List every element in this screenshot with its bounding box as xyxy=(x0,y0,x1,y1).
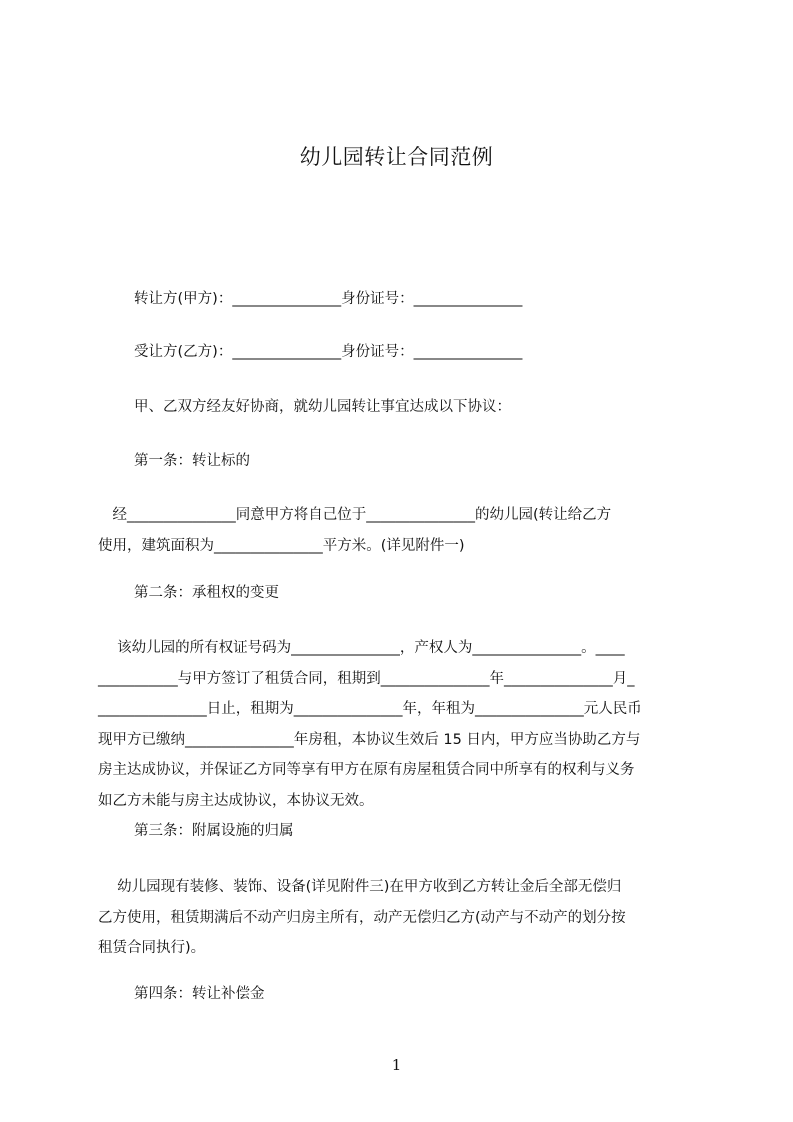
section2-heading: 第二条：承租权的变更 xyxy=(134,585,279,601)
section3-body xyxy=(98,872,702,964)
section2-line: 如乙方未能与房主达成协议，本协议无效。 xyxy=(98,792,374,809)
document-title: 幼儿园转让合同范例 xyxy=(299,145,494,169)
section2-line: 现甲方已缴纳_______________年房租，本协议生效后 15 日内，甲方应当协助乙方与 xyxy=(98,731,641,748)
section4-heading: 第四条：转让补偿金 xyxy=(134,986,265,1002)
section1-line: 经_______________同意甲方将自己位于_______________的幼儿园(转让给乙方 xyxy=(98,507,612,523)
section3-line: 租赁合同执行)。 xyxy=(98,940,206,956)
page-number: 1 xyxy=(391,1056,402,1074)
section3-line: 幼儿园现有装修、装饰、设备(详见附件三)在甲方收到乙方转让金后全部无偿归 xyxy=(98,879,622,895)
section3-line: 乙方使用，租赁期满后不动产归房主所有，动产无偿归乙方(动产与不动产的划分按 xyxy=(98,909,626,926)
section3-heading: 第三条：附属设施的归属 xyxy=(134,823,294,839)
section1-body xyxy=(98,500,702,561)
section1-line: 使用，建筑面积为_______________平方米。(详见附件一) xyxy=(98,537,465,554)
party-b-line: 受让方(乙方)：_______________身份证号：_______________ xyxy=(134,344,523,360)
section2-body xyxy=(98,633,702,816)
section2-line: _______________日止，租期为_______________年，年租为_______________元人民币 xyxy=(98,701,642,717)
section1-heading: 第一条：转让标的 xyxy=(134,453,250,469)
party-a-line: 转让方(甲方)：_______________身份证号：_______________ xyxy=(134,291,523,307)
section2-line: 该幼儿园的所有权证号码为_______________，产权人为_______________。____ xyxy=(98,640,625,656)
section2-line: 房主达成协议，并保证乙方同等享有甲方在原有房屋租赁合同中所享有的权利与义务 xyxy=(98,762,635,778)
intro-line: 甲、乙双方经友好协商，就幼儿园转让事宜达成以下协议： xyxy=(134,399,511,415)
section2-line: ___________与甲方签订了租赁合同，租期到_______________年_______________月_ xyxy=(98,670,635,687)
